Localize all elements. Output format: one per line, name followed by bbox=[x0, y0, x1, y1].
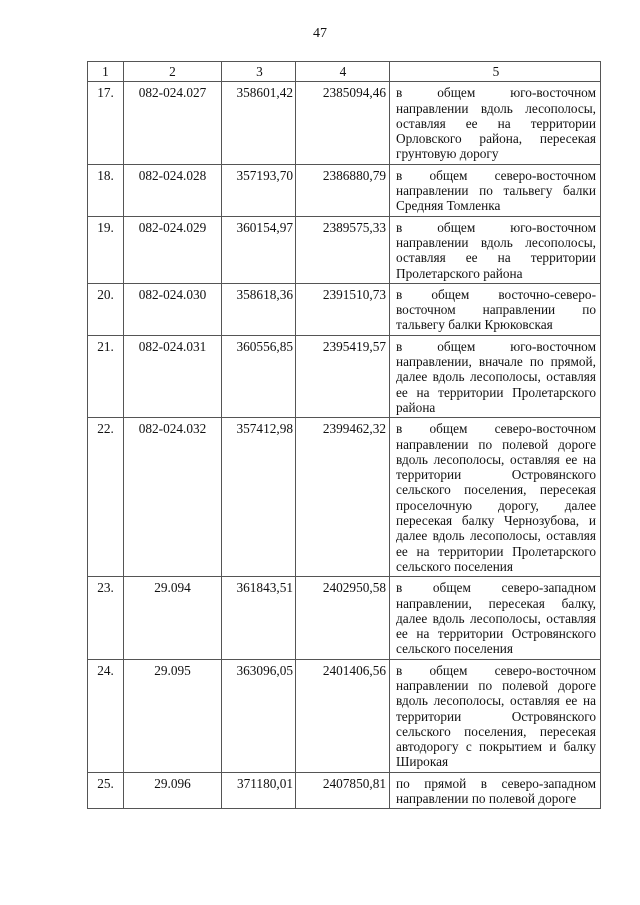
boundary-description: в общем восточно-северо-восточном направлении по тальвегу балки Крюковская bbox=[390, 283, 601, 335]
point-code: 29.096 bbox=[124, 772, 222, 809]
column-header-5: 5 bbox=[390, 62, 601, 82]
coordinate-x: 371180,01 bbox=[222, 772, 296, 809]
table-row bbox=[88, 659, 601, 772]
column-header-4: 4 bbox=[296, 62, 390, 82]
point-code: 082-024.031 bbox=[124, 335, 222, 417]
column-header-3: 3 bbox=[222, 62, 296, 82]
column-header-2: 2 bbox=[124, 62, 222, 82]
coordinate-x: 363096,05 bbox=[222, 659, 296, 772]
coordinate-y: 2407850,81 bbox=[296, 772, 390, 809]
coordinate-y: 2399462,32 bbox=[296, 418, 390, 577]
row-number: 23. bbox=[88, 577, 124, 659]
coordinate-y: 2401406,56 bbox=[296, 659, 390, 772]
row-number: 21. bbox=[88, 335, 124, 417]
table-row bbox=[88, 216, 601, 283]
point-code: 082-024.028 bbox=[124, 164, 222, 216]
coordinate-y: 2389575,33 bbox=[296, 216, 390, 283]
table-header-row bbox=[88, 62, 601, 82]
table-row bbox=[88, 283, 601, 335]
point-code: 082-024.029 bbox=[124, 216, 222, 283]
coordinate-x: 357193,70 bbox=[222, 164, 296, 216]
coordinate-x: 360556,85 bbox=[222, 335, 296, 417]
row-number: 22. bbox=[88, 418, 124, 577]
coordinate-y: 2385094,46 bbox=[296, 82, 390, 164]
boundary-description: в общем юго-восточном направлении вдоль лесополосы, оставляя ее на территории Пролетарского района bbox=[390, 216, 601, 283]
boundary-description: в общем северо-восточном направлении по полевой дороге вдоль лесополосы, оставляя ее на территории Островянского сельского поселения, пересекая проселочную дорогу, далее пересекая балку Чернозубова, и далее вдоль лесополосы, оставляя ее на территории Пролетарского сельского поселения bbox=[390, 418, 601, 577]
table-row bbox=[88, 335, 601, 417]
table-row bbox=[88, 164, 601, 216]
point-code: 082-024.030 bbox=[124, 283, 222, 335]
coordinate-x: 360154,97 bbox=[222, 216, 296, 283]
point-code: 082-024.032 bbox=[124, 418, 222, 577]
boundary-description: в общем северо-восточном направлении по полевой дороге вдоль лесополосы, оставляя ее на территории Островянского сельского поселения, пересекая автодорогу с покрытием и балку Широкая bbox=[390, 659, 601, 772]
row-number: 25. bbox=[88, 772, 124, 809]
table-row bbox=[88, 577, 601, 659]
coordinate-y: 2386880,79 bbox=[296, 164, 390, 216]
point-code: 29.095 bbox=[124, 659, 222, 772]
row-number: 24. bbox=[88, 659, 124, 772]
point-code: 082-024.027 bbox=[124, 82, 222, 164]
page-number: 47 bbox=[313, 26, 327, 41]
coordinate-y: 2402950,58 bbox=[296, 577, 390, 659]
row-number: 18. bbox=[88, 164, 124, 216]
coordinate-x: 358601,42 bbox=[222, 82, 296, 164]
coordinate-y: 2391510,73 bbox=[296, 283, 390, 335]
table-row bbox=[88, 772, 601, 809]
boundary-description: в общем юго-восточном направлении вдоль лесополосы, оставляя ее на территории Орловского района, пересекая грунтовую дорогу bbox=[390, 82, 601, 164]
column-header-1: 1 bbox=[88, 62, 124, 82]
boundary-points-table bbox=[87, 61, 601, 809]
point-code: 29.094 bbox=[124, 577, 222, 659]
coordinate-x: 357412,98 bbox=[222, 418, 296, 577]
boundary-description: в общем юго-восточном направлении, вначале по прямой, далее вдоль лесополосы, оставляя ее на территории Пролетарского района bbox=[390, 335, 601, 417]
coordinate-x: 358618,36 bbox=[222, 283, 296, 335]
row-number: 20. bbox=[88, 283, 124, 335]
row-number: 19. bbox=[88, 216, 124, 283]
boundary-description: в общем северо-западном направлении, пересекая балку, далее вдоль лесополосы, оставляя ее на территории Островянского сельского поселения bbox=[390, 577, 601, 659]
table-row bbox=[88, 82, 601, 164]
row-number: 17. bbox=[88, 82, 124, 164]
boundary-description: по прямой в северо-западном направлении по полевой дороге bbox=[390, 772, 601, 809]
table-row bbox=[88, 418, 601, 577]
boundary-description: в общем северо-восточном направлении по тальвегу балки Средняя Томленка bbox=[390, 164, 601, 216]
coordinate-x: 361843,51 bbox=[222, 577, 296, 659]
coordinate-y: 2395419,57 bbox=[296, 335, 390, 417]
